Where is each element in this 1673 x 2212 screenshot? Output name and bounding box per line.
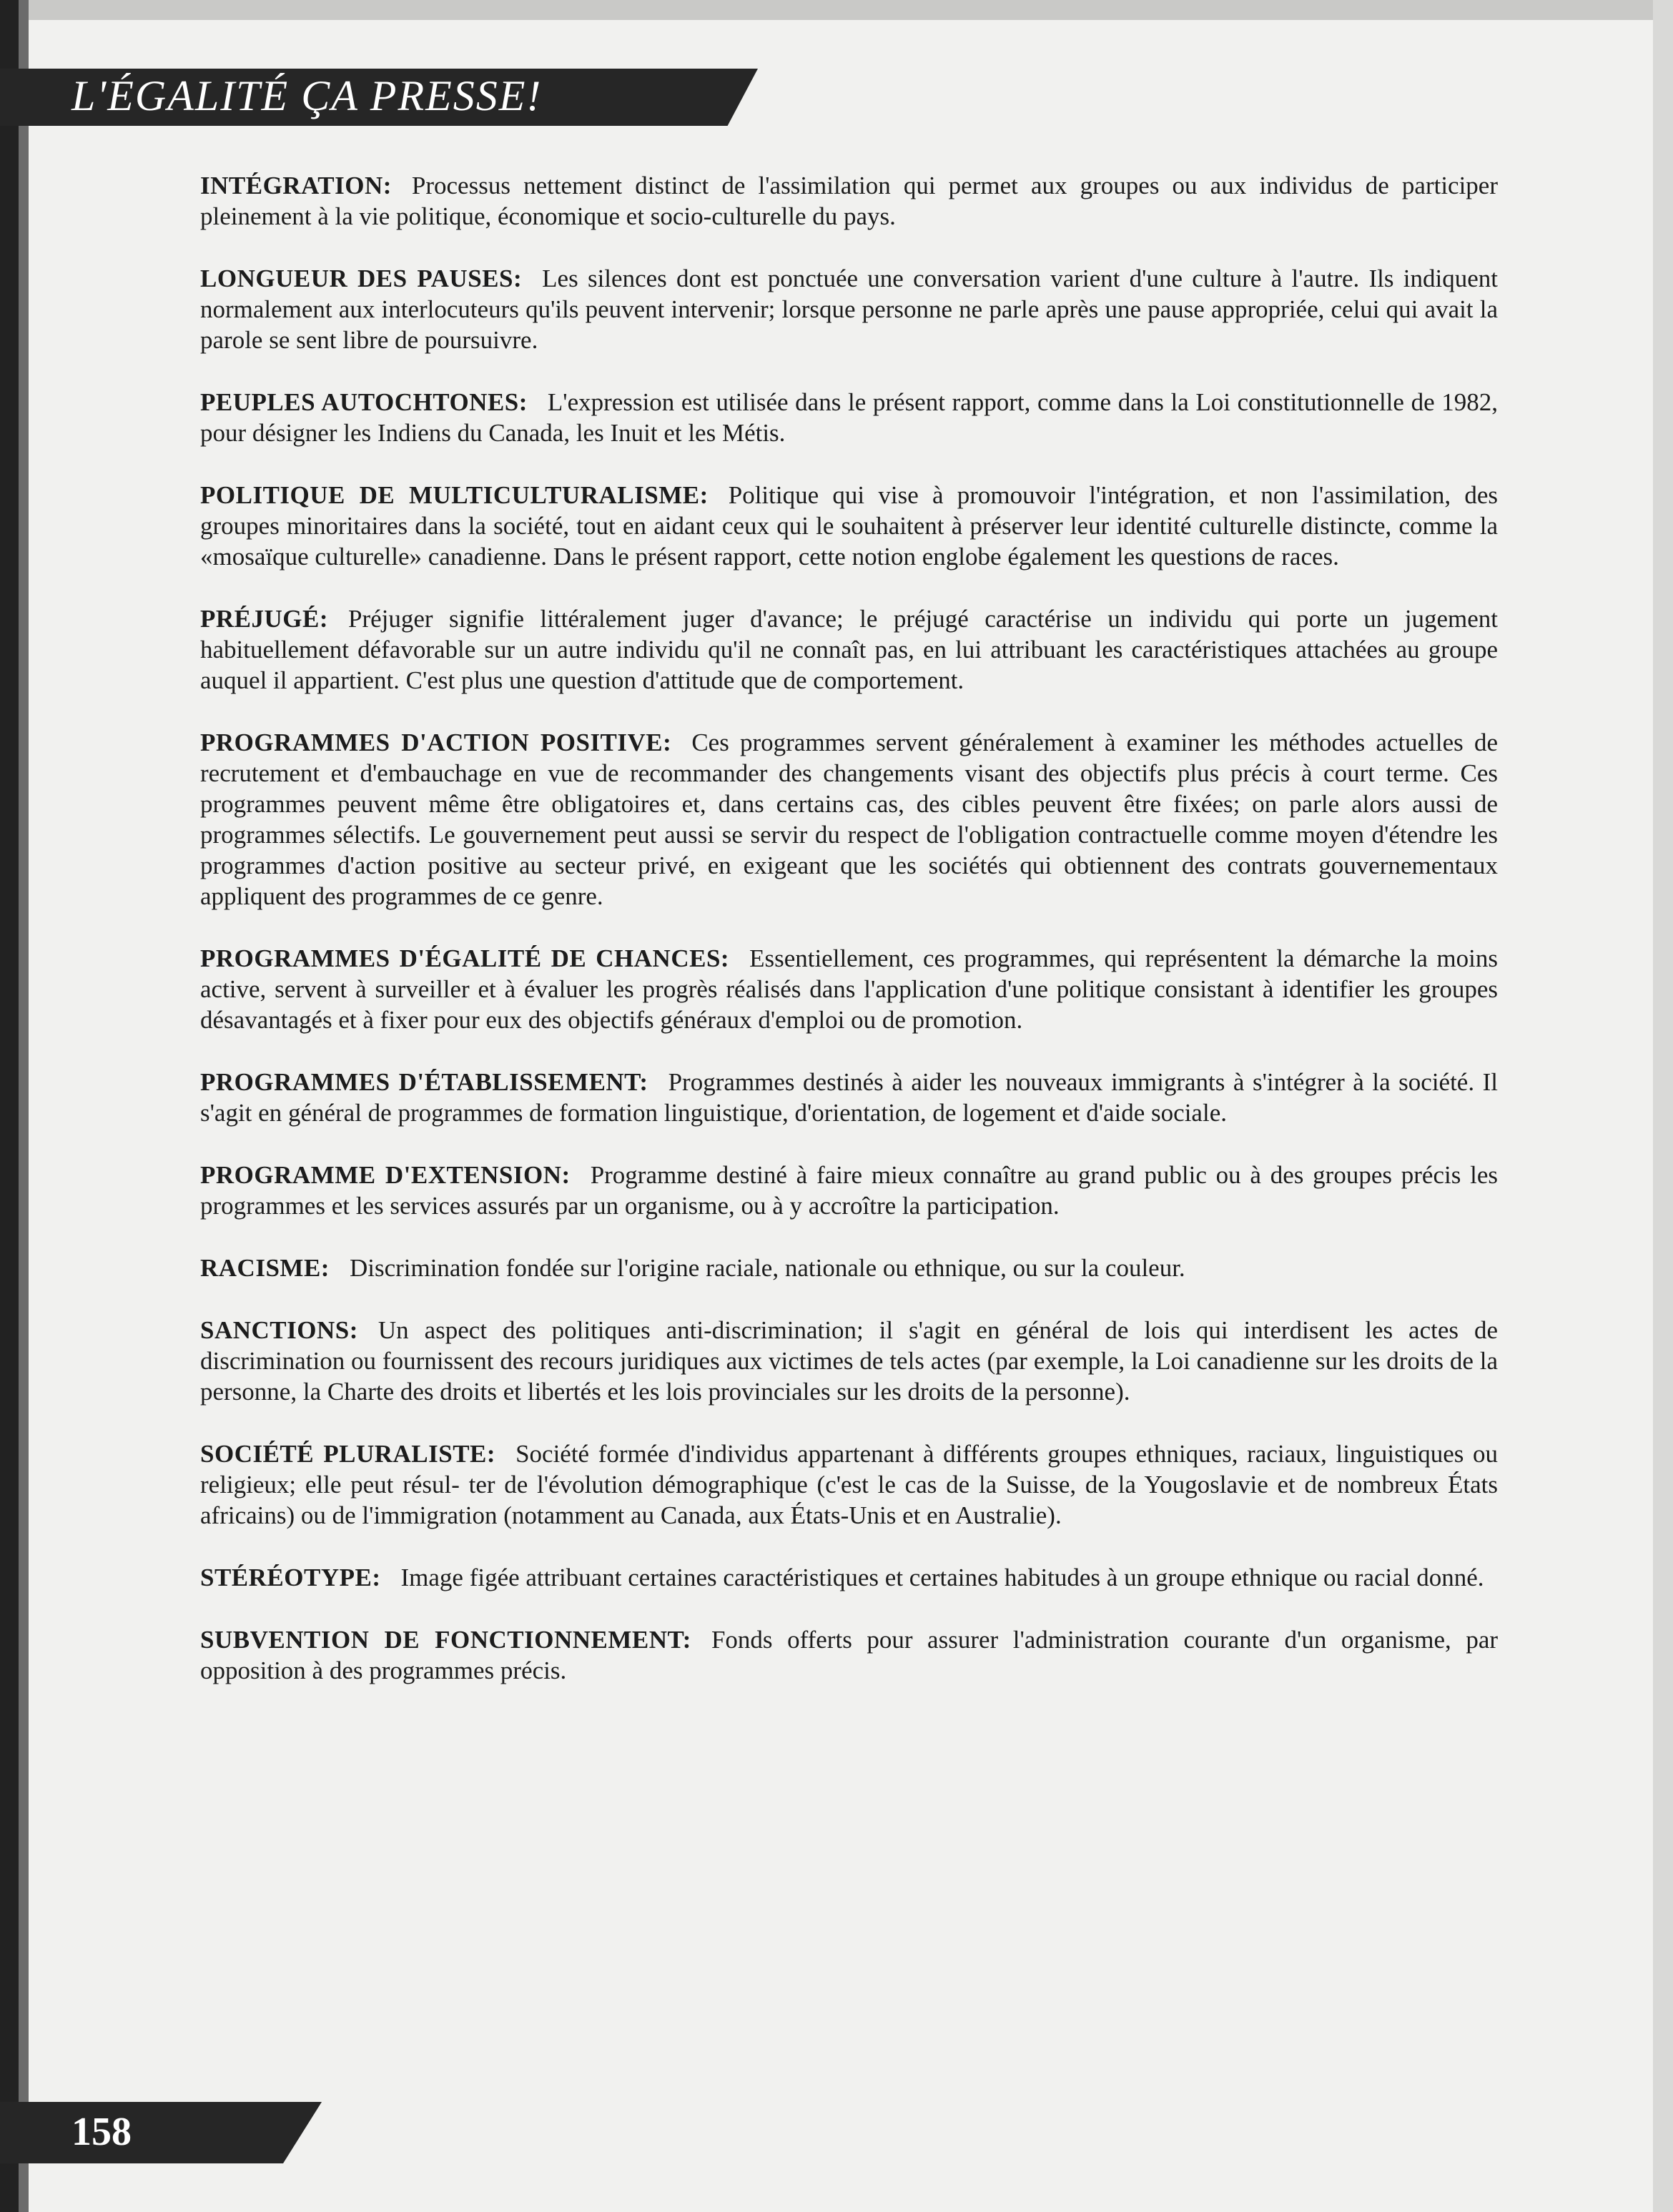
glossary-definition: Discrimination fondée sur l'origine raciale, nationale ou ethnique, ou sur la couleur. (349, 1254, 1185, 1282)
glossary-definition: Préjuger signifie littéralement juger d'avance; le préjugé caractérise un individu qui porte un jugement habituellement défavorable sur un autre individu qu'il ne connaît pas, en lui attribuant les caractéristiques attachées au groupe auquel il appartient. C'est plus une question d'attitude que de comportement. (200, 605, 1498, 694)
glossary-term: SOCIÉTÉ PLURALISTE: (200, 1440, 496, 1468)
glossary-definition: Programmes destinés à aider les nouveaux immigrants à s'intégrer à la société. Il s'agit en général de programmes de formation linguistique, d'orientation, de logement et d'aide sociale. (200, 1068, 1499, 1127)
glossary-entry (200, 1067, 1498, 1128)
glossary-definition: Politique qui vise à promouvoir l'intégration, et non l'assimilation, des groupes minoritaires dans la société, tout en aidant ceux qui le souhaitent à préserver leur identité culturelle distincte, comme la «mosaïque culturelle» canadienne. Dans le présent rapport, cette notion englobe également les questions de races. (200, 481, 1499, 571)
glossary-entry (200, 1315, 1498, 1407)
scan-top-border (0, 0, 1673, 20)
glossary-definition: Programme destiné à faire mieux connaître au grand public ou à des groupes précis les programmes et les services assurés par un organisme, ou à y accroître la participation. (200, 1161, 1498, 1220)
glossary-definition: Essentiellement, ces programmes, qui représentent la démarche la moins active, servent à surveiller et à évaluer les progrès réalisés dans l'application d'une politique consistant à identifier les groupes désavantagés et à fixer pour eux des objectifs généraux d'emploi ou de promotion. (200, 944, 1498, 1034)
glossary-list (200, 170, 1498, 1717)
glossary-entry (200, 1438, 1498, 1531)
glossary-term: POLITIQUE DE MULTICULTURALISME: (200, 481, 709, 509)
glossary-entry (200, 1160, 1498, 1221)
glossary-term: INTÉGRATION: (200, 172, 392, 199)
glossary-term: SUBVENTION DE FONCTIONNEMENT: (200, 1626, 691, 1654)
footer-banner (0, 2102, 322, 2163)
glossary-entry (200, 387, 1498, 448)
glossary-definition: Fonds offerts pour assurer l'administration courante d'un organisme, par opposition à des programmes précis. (200, 1626, 1499, 1684)
glossary-term: STÉRÉOTYPE: (200, 1564, 381, 1591)
glossary-definition: L'expression est utilisée dans le présent rapport, comme dans la Loi constitutionnelle de 1982, pour désigner les Indiens du Canada, les Inuit et les Métis. (200, 388, 1498, 447)
page-number: 158 (71, 2110, 132, 2154)
glossary-definition: Ces programmes servent généralement à examiner les méthodes actuelles de recrutement et d'embauchage en vue de recommander des changements visant des objectifs plus précis à court terme. Ces programmes peuvent même être obligatoires et, dans certains cas, des cibles peuvent être fixées; on parle alors aussi de programmes sélectifs. Le gouvernement peut aussi se servir du respect de l'obligation contractuelle comme moyen d'étendre les programmes d'action positive au secteur privé, en exigeant que les sociétés qui obtiennent des contrats gouvernementaux appliquent des programmes de ce genre. (200, 729, 1499, 910)
glossary-term: SANCTIONS: (200, 1316, 358, 1344)
glossary-definition: Processus nettement distinct de l'assimilation qui permet aux groupes ou aux individus de participer pleinement à la vie politique, économique et socio-culturelle du pays. (200, 172, 1498, 230)
glossary-entry (200, 943, 1498, 1035)
scan-left-border (0, 0, 19, 2212)
glossary-term: PROGRAMMES D'ACTION POSITIVE: (200, 729, 672, 756)
scan-right-border (1653, 0, 1673, 2212)
glossary-term: PROGRAMMES D'ÉTABLISSEMENT: (200, 1068, 648, 1096)
glossary-term: PRÉJUGÉ: (200, 605, 328, 633)
glossary-entry (200, 1624, 1498, 1686)
glossary-term: PROGRAMME D'EXTENSION: (200, 1161, 571, 1189)
glossary-entry (200, 1253, 1498, 1283)
glossary-entry (200, 1562, 1498, 1593)
glossary-entry (200, 727, 1498, 912)
glossary-term: PROGRAMMES D'ÉGALITÉ DE CHANCES: (200, 944, 730, 972)
glossary-term: LONGUEUR DES PAUSES: (200, 265, 523, 292)
glossary-definition: Les silences dont est ponctuée une conversation varient d'une culture à l'autre. Ils indiquent normalement aux interlocuteurs qu'ils peuvent intervenir; lorsque personne ne parle après une pause appropriée, celui qui avait la parole se sent libre de poursuivre. (200, 265, 1499, 354)
page-title: L'ÉGALITÉ ÇA PRESSE! (71, 72, 543, 119)
glossary-entry (200, 263, 1498, 355)
glossary-definition: Un aspect des politiques anti-discrimination; il s'agit en général de lois qui interdisent les actes de discrimination ou fournissent des recours juridiques aux victimes de tels actes (par exemple, la Loi canadienne sur les droits de la personne, la Charte des droits et libertés et les lois provinciales sur les droits de la personne). (200, 1316, 1498, 1406)
scan-left-shadow (19, 0, 29, 2212)
glossary-definition: Image figée attribuant certaines caractéristiques et certaines habitudes à un groupe ethnique ou racial donné. (400, 1564, 1484, 1591)
glossary-definition: Société formée d'individus appartenant à différents groupes ethniques, raciaux, linguistiques ou religieux; elle peut résul- ter de l'évolution démographique (c'est le cas de la Suisse, de la Yougoslavie et de nombreux États africains) ou de l'immigration (notamment au Canada, aux États-Unis et en Australie). (200, 1440, 1498, 1529)
glossary-entry (200, 480, 1498, 572)
glossary-term: PEUPLES AUTOCHTONES: (200, 388, 528, 416)
glossary-entry (200, 603, 1498, 696)
glossary-term: RACISME: (200, 1254, 330, 1282)
glossary-entry (200, 170, 1498, 232)
